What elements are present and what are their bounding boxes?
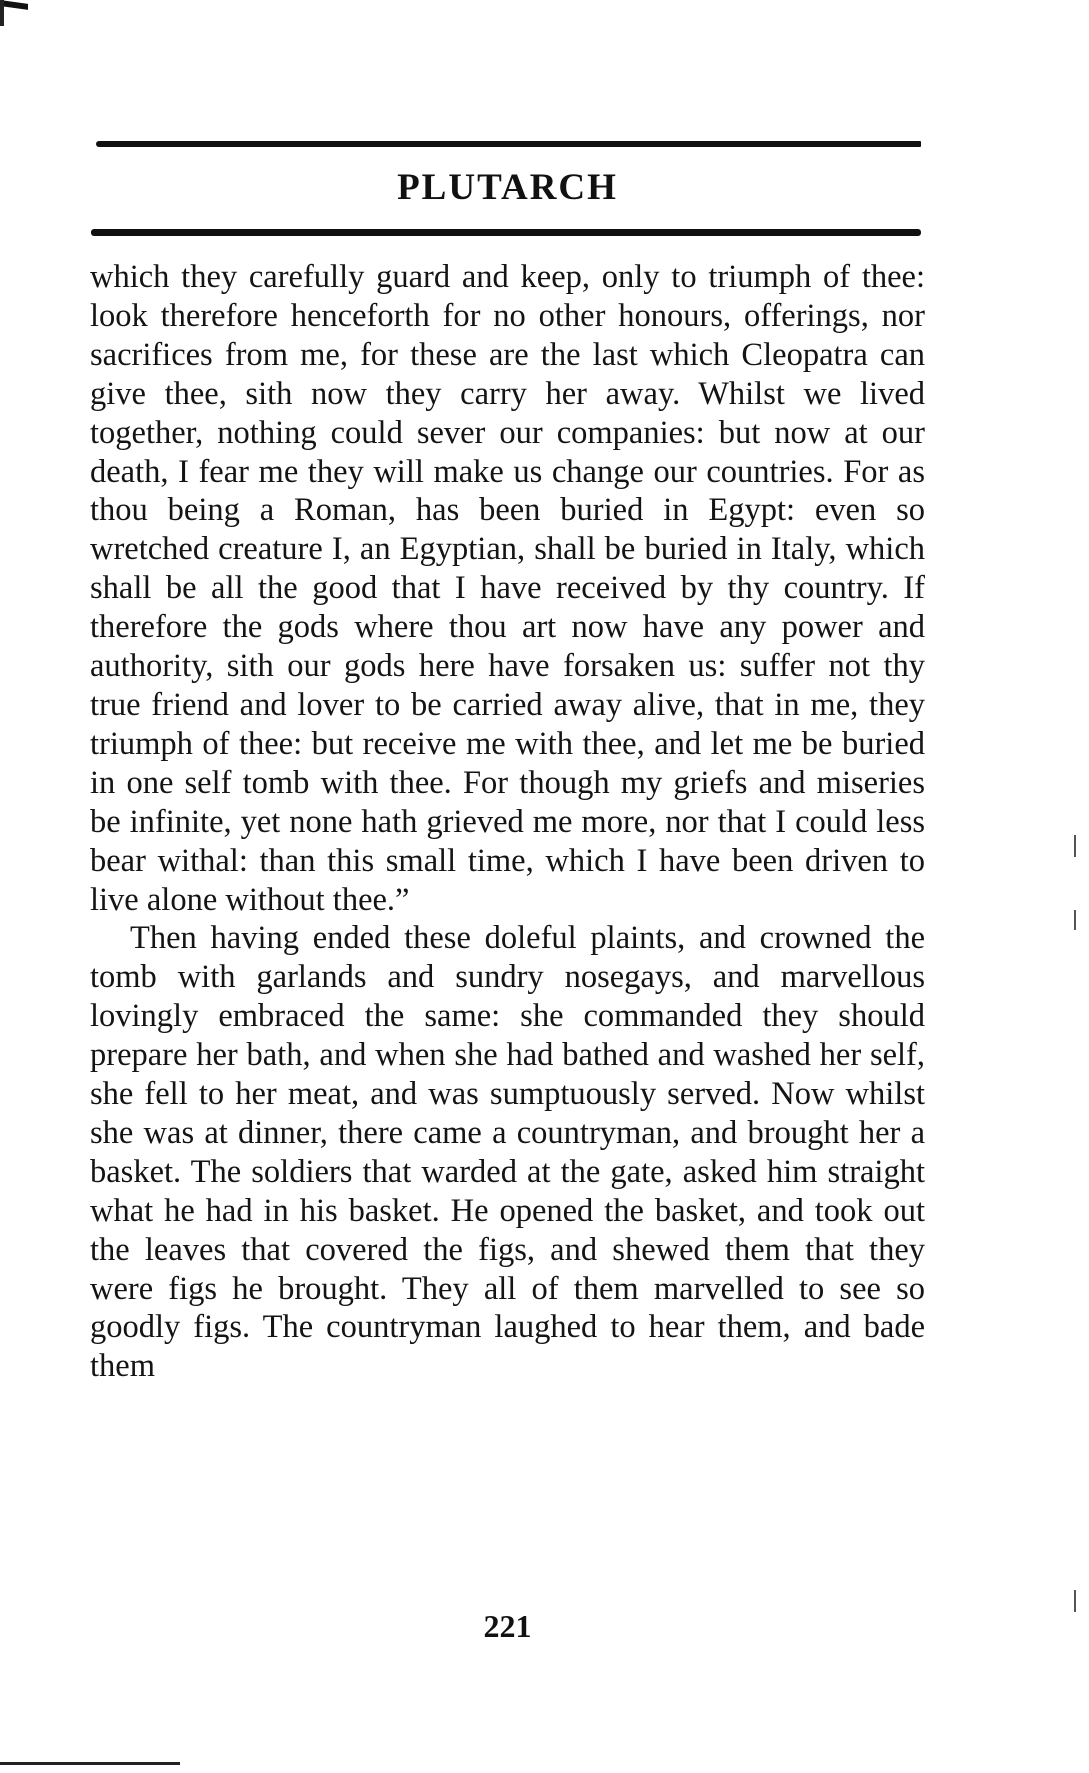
header-rule-bottom	[91, 229, 921, 236]
scan-edge-mark	[1074, 835, 1076, 857]
header-rule-top	[96, 141, 921, 147]
body-text	[90, 258, 925, 1386]
paragraph-2: Then having ended these doleful plaints, and crowned the tomb with garlands and sundry nosegays, and marvellous lovingly embraced the same: she commanded they should prepare her bath, and when she had bathed and washed her self, she fell to her meat, and was sumptuously served. Now whilst she was at dinner, there came a countryman, and brought her a basket. The soldiers that warded at the gate, asked him straight what he had in his basket. He opened the basket, and took out the leaves that covered the figs, and shewed them that they were figs he brought. They all of them marvelled to see so goodly figs. The countryman laughed to hear them, and bade them	[90, 920, 925, 1385]
scan-edge-mark	[1074, 910, 1076, 930]
scan-corner-edge	[0, 0, 4, 26]
running-head: PLUTARCH	[397, 167, 618, 208]
paragraph-1: which they carefully guard and keep, only to triumph of thee: look therefore henceforth for no other honours, offerings, nor sacrifices from me, for these are the last which Cleopatra can give thee, sith now they carry her away. Whilst we lived together, nothing could sever our companies: but now at our death, I fear me they will make us change our countries. For as thou being a Roman, has been buried in Egypt: even so wretched creature I, an Egyptian, shall be buried in Italy, which shall be all the good that I have received by thy country. If therefore the gods where thou art now have any power and authority, sith our gods here have forsaken us: suffer not thy true friend and lover to be carried away alive, that in me, they triumph of thee: but receive me with thee, and let me be buried in one self tomb with thee. For though my griefs and miseries be infinite, yet none hath grieved me more, nor that I could less bear withal: than this small time, which I have been driven to live alone without thee.”	[90, 259, 925, 918]
scan-corner-mark	[0, 0, 28, 10]
page-number: 221	[483, 1608, 532, 1644]
scan-edge-bottom	[0, 1762, 180, 1765]
scan-edge-mark	[1074, 1590, 1076, 1612]
